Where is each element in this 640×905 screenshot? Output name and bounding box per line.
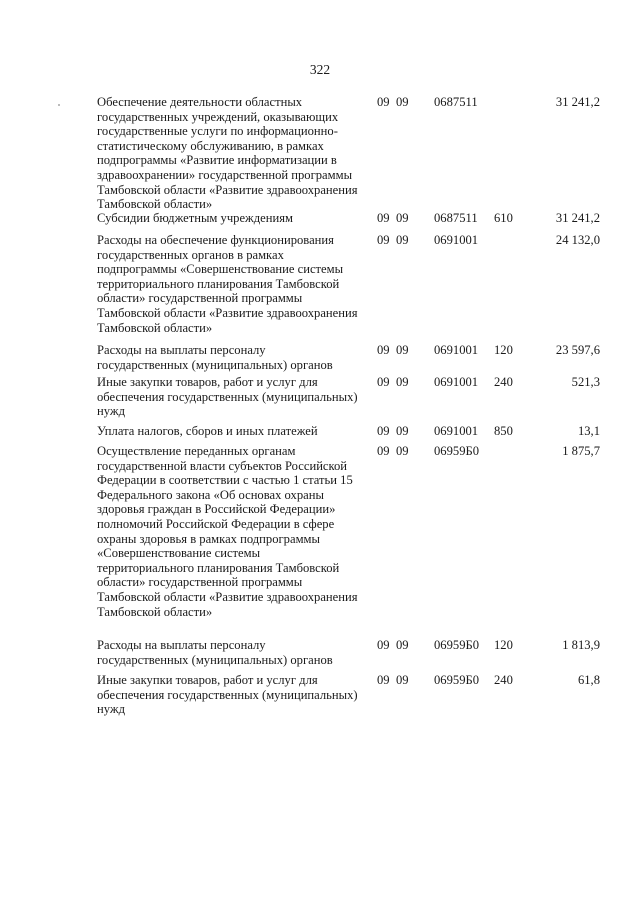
row-expense-type: 240 [494,673,513,687]
row-subsection: 09 [396,424,409,438]
row-expense-type: 120 [494,638,513,652]
table-row [0,95,640,211]
row-subsection: 09 [396,233,409,247]
row-subsection: 09 [396,211,409,225]
row-amount: 1 875,7 [562,444,600,458]
row-amount: 1 813,9 [562,638,600,652]
table-row [0,233,640,343]
table-row [0,211,640,233]
row-target-code: 06959Б0 [434,638,480,652]
row-target-code: 0687511 [434,211,478,225]
row-description: Расходы на обеспечение функционирования государственных органов в рамках подпрограммы «Совершенствование системы территориального планирования Тамбовской области» государственной программы Тамбовской области «Развитие здравоохранения Тамбовской области» [97,233,358,335]
row-section: 09 [377,424,390,438]
table-row [0,424,640,444]
table-row [0,638,640,673]
row-target-code: 0691001 [434,343,479,357]
table-row [0,673,640,721]
row-target-code: 06959Б0 [434,673,480,687]
row-subsection: 09 [396,95,409,109]
row-amount: 521,3 [571,375,600,389]
row-expense-type: 240 [494,375,513,389]
row-amount: 23 597,6 [555,343,600,357]
row-section: 09 [377,233,390,247]
row-expense-type: 610 [494,211,513,225]
budget-table [0,95,640,721]
row-description: Расходы на выплаты персоналу государственных (муниципальных) органов [97,638,333,667]
row-description: Расходы на выплаты персоналу государственных (муниципальных) органов [97,343,333,372]
row-description: Субсидии бюджетным учреждениям [97,211,293,225]
row-section: 09 [377,343,390,357]
row-subsection: 09 [396,343,409,357]
row-description: Обеспечение деятельности областных государственных учреждений, оказывающих государственные услуги по информационно-статистическому обслуживанию, в рамках подпрограммы «Развитие информатизации в здравоохранении» государственной программы Тамбовской области «Развитие здравоохранения Тамбовской области» [97,95,358,212]
row-amount: 24 132,0 [555,233,600,247]
row-subsection: 09 [396,444,409,458]
row-target-code: 0691001 [434,233,479,247]
row-description: Осуществление переданных органам государственной власти субъектов Российской Федерации в соответствии с частью 1 статьи 15 Федерального закона «Об основах охраны здоровья граждан в Российской Федерации» полномочий Российской Федерации в сфере охраны здоровья в рамках подпрограммы «Совершенствование системы территориального планирования Тамбовской области» государственной программы Тамбовской области «Развитие здравоохранения Тамбовской области» [97,444,358,619]
row-description: Иные закупки товаров, работ и услуг для обеспечения государственных (муниципальных) нужд [97,375,358,419]
row-amount: 31 241,2 [555,95,600,109]
row-section: 09 [377,673,390,687]
row-expense-type: 120 [494,343,513,357]
row-description: Иные закупки товаров, работ и услуг для обеспечения государственных (муниципальных) нужд [97,673,358,717]
row-subsection: 09 [396,638,409,652]
row-subsection: 09 [396,375,409,389]
row-amount: 61,8 [577,673,600,687]
row-amount: 13,1 [577,424,600,438]
row-amount: 31 241,2 [555,211,600,225]
page-number: 322 [309,62,331,77]
row-target-code: 06959Б0 [434,444,480,458]
row-target-code: 0691001 [434,424,479,438]
table-row [0,444,640,638]
row-target-code: 0687511 [434,95,478,109]
row-description: Уплата налогов, сборов и иных платежей [97,424,318,438]
row-section: 09 [377,211,390,225]
table-row [0,375,640,424]
table-row [0,343,640,375]
row-target-code: 0691001 [434,375,479,389]
row-section: 09 [377,444,390,458]
row-section: 09 [377,638,390,652]
row-subsection: 09 [396,673,409,687]
row-expense-type: 850 [494,424,513,438]
row-section: 09 [377,95,390,109]
row-section: 09 [377,375,390,389]
